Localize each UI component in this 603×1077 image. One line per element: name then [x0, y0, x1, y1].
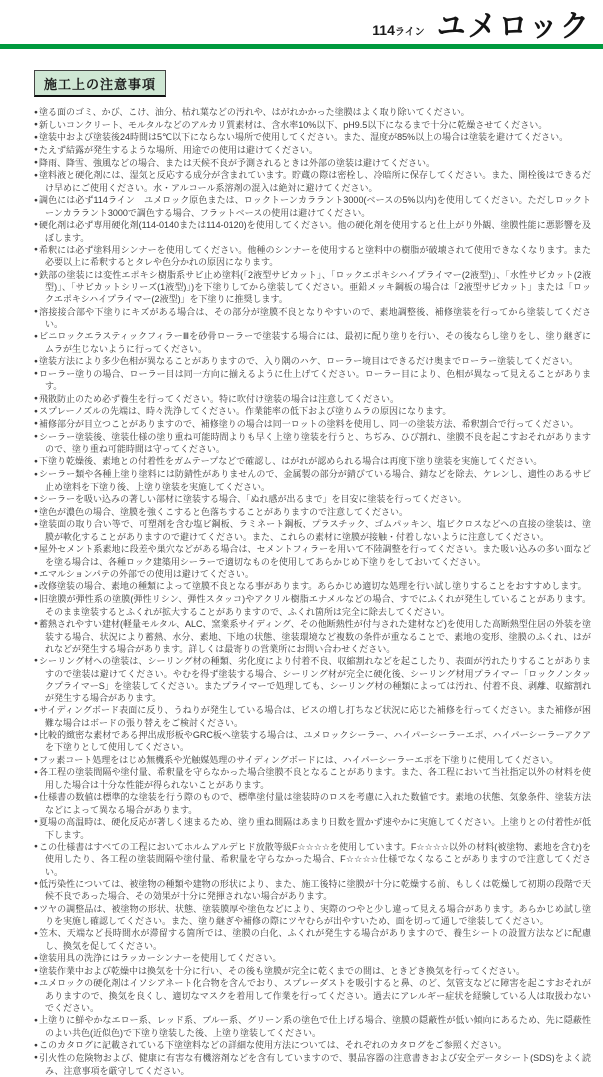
note-text: たえず結露が発生するような場所、用途での使用は避けてください。: [38, 144, 318, 155]
note-text: 改修塗装の場合、素地の種類によって塗膜不良となる事があります。あらかじめ適切な処理を行い試し塗りすることをおすすめします。: [38, 581, 587, 592]
list-item: [34, 729, 591, 754]
bullet-icon: ●: [34, 929, 39, 937]
list-item: [34, 1039, 591, 1052]
bullet-icon: ●: [34, 246, 38, 254]
note-text: 溶接接合部や下塗りにキズがある場合は、その部分が塗膜不良となりやすいので、素地調整後、補修塗装を行ってから塗装してください。: [39, 306, 591, 330]
list-item: [34, 405, 591, 418]
note-text: ツヤの調整品は、被塗物の形状、状態、塗装膜厚や塗色などにより、実際のつやと少し違って見える場合があります。あらかじめ試し塗りを実施し確認してください。また、塗り継ぎや補修の際にツヤむらが出やすいため、面を切って通しで塗装してください。: [39, 903, 591, 927]
bullet-icon: ●: [34, 470, 38, 478]
bullet-icon: ●: [34, 108, 38, 116]
list-item: [34, 157, 591, 170]
note-text: 塗色が濃色の場合、塗膜を強くこすると色落ちすることがありますので注意してください。: [38, 506, 408, 517]
note-text: ユメロックの硬化剤はイソシアネート化合物を含んでおり、スプレーダストを吸引すると鼻、のど、気管支などに障害を起こすおそれがありますので、換気を良くし、適切なマスクを着用して作業を行ってください。過去にアレルギー症状を経験している人は取扱わないでください。: [39, 978, 591, 1014]
bullet-icon: ●: [34, 159, 38, 167]
bullet-icon: ●: [34, 905, 38, 912]
list-item: [34, 791, 591, 816]
list-item: [34, 518, 591, 543]
note-text: シーラーを吸い込みの著しい部材に塗装する場合、「ぬれ感が出るまで」を目安に塗装を行ってください。: [38, 493, 467, 504]
note-text: 旧塗膜が弾性系の塗膜(弾性リシン、弾性スタッコ)やアクリル樹脂エナメルなどの場合、すでにふくれが発生していることがあります。そのまま塗装するとふくれが拡大することがありますので、ふくれ箇所は完全に除去してください。: [39, 594, 591, 617]
note-text: 塗装用具の洗浄にはラッカーシンナーを使用してください。: [38, 953, 282, 964]
bullet-icon: ●: [34, 370, 38, 378]
green-divider-bar: [0, 44, 603, 49]
bullet-icon: ●: [34, 1054, 39, 1062]
page-header: [0, 0, 603, 44]
bullet-icon: ●: [34, 1016, 38, 1024]
note-text: 塗料液と硬化剤には、湿気と反応する成分が含まれています。貯蔵の際は密栓し、冷暗所に保存してください。また、開栓後はできるだけ早めにご使用ください。水・アルコール系溶剤の混入は絶対に避けてください。: [39, 170, 591, 193]
note-text: 塗装作業中および乾燥中は換気を十分に行い、その後も塗膜が完全に乾くまでの間は、ときどき換気を行ってください。: [38, 965, 525, 976]
note-text: サイディングボード表面に反り、うねりが発生している場合は、ビスの増し打ちなど状況に応じた補修を行ってください。また補修が困難な場合はボードの張り替えをご検討ください。: [39, 705, 591, 728]
list-item: [34, 418, 591, 431]
bullet-icon: ●: [34, 582, 38, 590]
list-item: [34, 306, 591, 331]
list-item: [34, 393, 591, 406]
note-text: 笠木、天端など長時間水が滞留する箇所では、塗膜の白化、ふくれが発生する場合がありますので、養生シートの設置方法などに配慮し、換気を促してください。: [39, 928, 591, 951]
note-text: 夏場の高温時は、硬化反応が著しく速まるため、塗り重ね間隔はあまり日数を置かず速やかに実施してください。上塗りとの付着性が低下します。: [38, 816, 591, 840]
list-item: [34, 878, 591, 903]
note-text: スプレーノズルの先端は、時々洗浄してください。作業能率の低下および塗りムラの原因になります。: [38, 406, 452, 417]
bullet-icon: ●: [34, 133, 38, 141]
note-text: 下塗り乾燥後、素地との付着性をガムテープなどで確認し、はがれが認められる場合は再度下塗り塗装を実施してください。: [38, 456, 543, 467]
note-text: ローラー塗りの場合、ローラー目は同一方向に揃えるように仕上げてください。ローラー目により、色相が異なって見えることがあります。: [38, 368, 591, 392]
bullet-icon: ●: [34, 221, 38, 229]
note-text: ビニロックエラスティックフィラーⅢを砂骨ローラーで塗装する場合には、最初に配り塗りを行い、その後ならし塗りをし、塗り継ぎにムラが生じないように行ってください。: [39, 331, 591, 354]
note-text: 新しいコンクリート、モルタルなどのアルカリ質素材は、含水率10%以下、pH9.5以下になるまで十分に乾燥させてください。: [38, 119, 548, 130]
bullet-icon: ●: [34, 880, 38, 888]
list-item: [34, 618, 591, 655]
bullet-icon: ●: [34, 457, 38, 465]
note-text: 塗装方法により多少色相が異なることがありますので、入り隅のハケ、ローラー境目はできるだけ奥までローラー塗装してください。: [38, 356, 579, 367]
bullet-icon: ●: [34, 793, 38, 801]
bullet-icon: ●: [34, 756, 38, 764]
list-item: [34, 580, 591, 593]
bullet-icon: ●: [34, 954, 38, 962]
list-item: [34, 355, 591, 368]
note-text: 屋外セメント系素地に段差や巣穴などがある場合は、セメントフィラーを用いて不陸調整を行ってください。また吸い込みの多い面などを塗る場合は、各種ロック建築用シーラーで適切なものを使用してあらかじめ下塗りをしておいてください。: [39, 543, 591, 567]
list-item: [34, 431, 591, 456]
note-text: 蓄熱されやすい建材(軽量モルタル、ALC、窯業系サイディング、その他断熱性が付与された建材など)を使用した高断熱型住居の外装を塗装する場合、状況により蓄熱、水分、素地、下地の状態、塗装環境など複数の条件が重なることで、素地の変形、塗膜のふくれ、はがれなどが発生する場合があります。詳しくは最寄りの営業所にお問い合わせください。: [38, 618, 591, 654]
bullet-icon: ●: [34, 595, 39, 603]
list-item: [34, 1014, 591, 1039]
bullet-icon: ●: [34, 570, 38, 578]
note-text: 塗装中および塗装後24時間は5℃以下にならない場所で使用してください。また、湿度が85%以上の場合は塗装を避けてください。: [38, 132, 569, 143]
note-text: 上塗りに鮮やかなエロー系、レッド系、ブルー系、グリーン系の塗色で仕上げる場合、塗膜の隠蔽性が低い傾向にあるため、先に隠蔽性のよい共色(近似色)で下塗り塗装した後、上塗り塗装してください。: [39, 1015, 591, 1039]
list-item: [34, 169, 591, 194]
note-text: 降雨、降雪、強風などの場合、または天候不良が予測されるときは外部の塗装は避けてください。: [38, 157, 435, 168]
note-text: 飛散防止のため必ず養生を行ってください。特に吹付け塗装の場合は注意してください。: [38, 393, 399, 404]
bullet-icon: ●: [34, 395, 38, 403]
note-text: 硬化剤は必ず専用硬化剤(114-0140または114-0120)を使用してください。他の硬化剤を使用すると仕上がり外観、塗膜性能に悪影響を及ぼします。: [39, 219, 591, 243]
list-item: [34, 766, 591, 791]
note-text: 仕様書の数値は標準的な塗装を行う際のもので、標準塗付量は塗装時のロスを考慮に入れた数値です。素地の状態、気象条件、塗装方法などによって異なる場合があります。: [39, 792, 591, 815]
bullet-icon: ●: [34, 706, 39, 714]
section-title: 施工上の注意事項: [34, 70, 166, 97]
bullet-icon: ●: [34, 731, 38, 739]
note-text: シーラー類や各種上塗り塗料には防錆性がありませんので、金属製の部分が錆びている場合、錆などを除去、ケレンし、適性のあるサビ止め塗料を下塗り後、上塗り塗装を実施してください。: [39, 469, 591, 492]
bullet-icon: ●: [34, 818, 38, 826]
note-text: エマルションパテの外部での使用は避けてください。: [38, 568, 254, 579]
list-item: [34, 816, 591, 841]
list-item: [34, 468, 591, 493]
note-text: この仕様書はすべての工程においてホルムアルデヒド放散等級F☆☆☆☆を使用しています。F☆☆☆☆以外の材料(被塗物、素地を含む)を使用したり、各工程の塗装間隔や塗付量、希釈量を守らなかった場合、F☆☆☆☆仕様でなくなることがありますので注意してください。: [39, 841, 591, 877]
bullet-icon: ●: [34, 657, 38, 665]
bullet-icon: ●: [34, 146, 38, 154]
list-item: [34, 244, 591, 269]
bullet-icon: ●: [34, 520, 39, 528]
bullet-icon: ●: [34, 407, 38, 415]
list-item: [34, 144, 591, 157]
note-text: このカタログに記載されている下塗塗料などの詳細な使用方法については、それぞれのカタログをご参照ください。: [38, 1040, 507, 1051]
list-item: [34, 1052, 591, 1077]
note-text: 鉄部の塗装には変性エポキシ樹脂系サビ止め塗料(「2液型サビカット」、「ロックエポキシハイプライマー(2液型)」、「水性サビカット(2液型)」、「サビカットシリーズ(1液型)」)を下塗りしてから塗装してください。亜鉛メッキ鋼板の場合は「2液型サビカット」または「ロックエポキシハイプライマー(2液型)」を下塗りに推奨します。: [39, 269, 591, 305]
list-item: [34, 543, 591, 568]
list-item: [34, 493, 591, 506]
list-item: [34, 219, 591, 244]
note-text: フッ素コート処理をはじめ無機系や光触媒処理のサイディングボードには、ハイパーシーラーエポを下塗りに使用してください。: [38, 754, 559, 765]
note-text: 各工程の塗装間隔や塗付量、希釈量を守らなかった場合塗膜不良となることがあります。また、各工程において当社指定以外の材料を使用した場合は十分な性能が得られないことがあります。: [39, 767, 591, 790]
list-item: [34, 952, 591, 965]
note-text: 比較的緻密な素材である押出成形板やGRC板へ塗装する場合は、ユメロックシーラー、ハイパーシーラーエポ、ハイパーシーラーアクアを下塗りとして使用してください。: [38, 729, 591, 753]
note-text: 調色には必ず114ライン ユメロック原色または、ロックトーンカララント3000(ベースの5%以内)を使用してください。ただしロックトーンカララント3000で調色する場合、フラットベースの使用は避けてください。: [39, 195, 591, 218]
notes-list: [34, 106, 591, 1077]
bullet-icon: ●: [34, 357, 38, 365]
bullet-icon: ●: [34, 620, 38, 628]
list-item: [34, 131, 591, 144]
list-item: [34, 455, 591, 468]
note-text: 希釈には必ず塗料用シンナーを使用してください。他種のシンナーを使用すると塗料中の樹脂が破壊されて使用できなくなります。また必要以上に希釈するとタレや色分かれの原因になります。: [39, 244, 591, 268]
list-item: [34, 330, 591, 355]
bullet-icon: ●: [34, 979, 38, 987]
bullet-icon: ●: [34, 768, 38, 776]
list-item: [34, 593, 591, 618]
bullet-icon: ●: [34, 545, 38, 553]
note-text: 塗装面の取り合い等で、可塑剤を含む塩ビ鋼板、ラミネート鋼板、プラスチック、ゴムパッキン、塩ビクロスなどへの直接の塗装は、塗膜が軟化することがありますので避けてください。また、これらの素材に塗膜が接触・付着しないように注意してください。: [39, 519, 591, 542]
list-item: [34, 106, 591, 119]
list-item: [34, 506, 591, 519]
list-item: [34, 841, 591, 878]
bullet-icon: ●: [34, 967, 38, 975]
bullet-icon: ●: [34, 508, 38, 515]
bullet-icon: ●: [34, 843, 38, 851]
brand-logo: ユメロック: [436, 8, 591, 44]
note-text: 低汚染性については、被塗物の種類や建物の形状により、また、施工後特に塗膜が十分に乾燥する前、もしくは乾燥して初期の段階で天候不良であった場合、その効果が十分に発揮されない場合があります。: [38, 878, 591, 902]
bullet-icon: ●: [34, 271, 39, 279]
bullet-icon: ●: [34, 433, 38, 441]
note-text: シーラー塗装後、塗装仕様の塗り重ね可能時間よりも早く上塗り塗装を行うと、ちぢみ、ひび割れ、塗膜不良を起こすおそれがありますので、塗り重ね可能時間は守ってください。: [38, 431, 591, 455]
note-text: 塗る面のゴミ、かび、こけ、油分、枯れ葉などの汚れや、はがれかかった塗膜はよく取り除いてください。: [38, 107, 470, 117]
list-item: [34, 754, 591, 767]
bullet-icon: ●: [34, 1041, 38, 1049]
list-item: [34, 269, 591, 306]
list-item: [34, 194, 591, 219]
bullet-icon: ●: [34, 121, 38, 129]
bullet-icon: ●: [34, 196, 39, 204]
bullet-icon: ●: [34, 171, 38, 179]
list-item: [34, 655, 591, 704]
note-text: 引火性の危険物および、健康に有害な有機溶剤などを含有していますので、製品容器の注意書きおよび安全データシート(SDS)をよく読み、注意事項を厳守してください。: [39, 1052, 591, 1076]
list-item: [34, 368, 591, 393]
list-item: [34, 977, 591, 1014]
list-item: [34, 704, 591, 729]
note-text: シーリング材への塗装は、シーリング材の種類、劣化度により付着不良、収縮割れなどを起こしたり、表面が汚れたりすることがありますので塗装は避けてください。やむを得ず塗装する場合、シーリング材が完全に硬化後、シーリング材用プライマー「ロックノンタックプライマーS」を塗装してください。またプライマーで処理しても、シーリング材の種類によっては汚れ、付着不良、剥離、収縮割れが発生する場合があります。: [38, 655, 591, 703]
bullet-icon: ●: [34, 420, 38, 428]
note-text: 補修部分が目立つことがありますので、補修塗りの場合は同一ロットの塗料を使用し、同一の塗装方法、希釈割合で行ってください。: [38, 418, 579, 429]
list-item: [34, 568, 591, 581]
list-item: [34, 927, 591, 952]
bullet-icon: ●: [34, 332, 39, 340]
list-item: [34, 965, 591, 978]
bullet-icon: ●: [34, 308, 39, 315]
list-item: [34, 119, 591, 132]
line-number-label: 114ライン: [372, 22, 425, 38]
bullet-icon: ●: [34, 495, 38, 503]
list-item: [34, 903, 591, 928]
